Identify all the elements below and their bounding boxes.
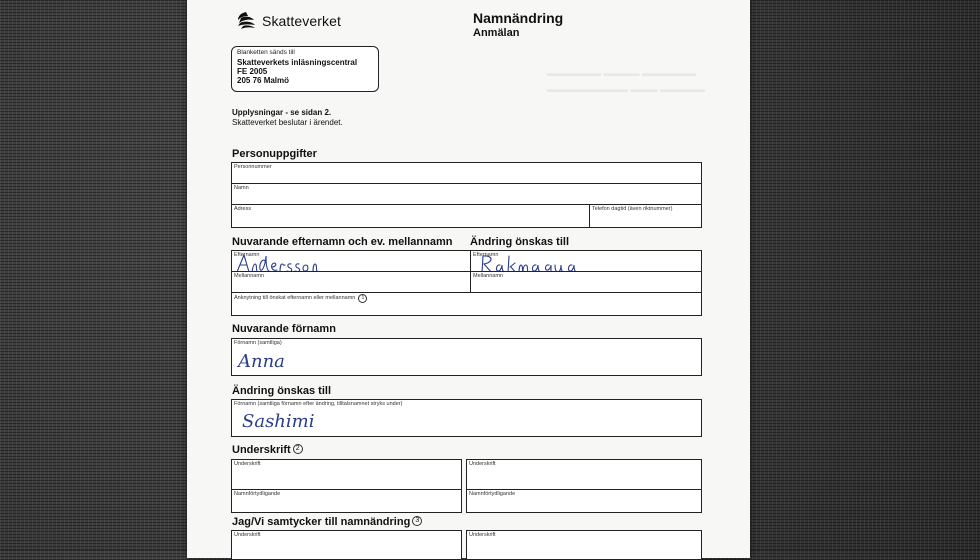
field-label: Adress (234, 206, 252, 212)
handwritten-current-firstname: Anna (238, 351, 285, 372)
address-line: FE 2005 (237, 67, 268, 76)
section-title-consent (232, 516, 422, 528)
section-title-current-firstname: Nuvarande förnamn (232, 323, 336, 335)
mailing-address-box (231, 46, 379, 92)
field-label: Underskrift (469, 461, 496, 467)
field-label: Förnamn (samtliga) (234, 340, 282, 346)
field-label: Efternamn (234, 252, 260, 258)
field-label: Underskrift (234, 461, 261, 467)
show-through-text: ▬▬▬▬▬▬ ▬▬▬▬ ▬▬▬▬▬▬ (547, 68, 697, 78)
field-label: Namnförtydligande (234, 491, 281, 497)
current-surname-field[interactable] (231, 250, 471, 272)
field-label: Mellannamn (234, 273, 264, 279)
phone-field[interactable] (589, 204, 702, 228)
info-decision: Skatteverket beslutar i ärendet. (232, 118, 343, 127)
current-middlename-field[interactable] (231, 271, 471, 293)
show-through-text: ▬▬▬▬▬▬▬▬▬ ▬▬▬ ▬▬▬▬▬ (547, 84, 706, 94)
form-subtitle: Anmälan (473, 27, 520, 39)
new-surname-field[interactable] (470, 250, 702, 272)
field-label: Namnförtydligande (469, 491, 516, 497)
skatteverket-logo-icon (235, 10, 257, 30)
field-label-text: Anknytning till önskat efternamn eller mellannamn (234, 295, 356, 301)
consent-signature-field-1[interactable] (231, 530, 462, 560)
footnote-2-icon: 2 (293, 444, 303, 454)
consent-signature-field-2[interactable] (466, 530, 702, 560)
new-middlename-field[interactable] (470, 271, 702, 293)
footnote-1-icon: 1 (358, 294, 367, 303)
address-intro: Blanketten sänds till (237, 49, 295, 56)
address-line: 205 76 Malmö (237, 76, 290, 85)
field-label: Personnummer (234, 164, 272, 170)
address-line: Skatteverkets inläsningscentral (237, 58, 358, 67)
field-label: Namn (234, 185, 249, 191)
field-label (234, 294, 367, 303)
current-firstname-field[interactable] (231, 338, 702, 376)
field-label: Underskrift (469, 532, 496, 538)
section-title-new-firstname: Ändring önskas till (232, 385, 332, 397)
signature-field-1[interactable] (231, 459, 462, 490)
name-clarification-field-2[interactable] (466, 489, 702, 513)
field-label: Efternamn (473, 252, 499, 258)
section-title-current-surname: Nuvarande efternamn och ev. mellannamn (232, 236, 453, 248)
address-field[interactable] (231, 204, 590, 228)
section-title-new-surname: Ändring önskas till (470, 236, 570, 248)
footnote-3-icon: 3 (412, 516, 422, 526)
new-firstname-field[interactable] (231, 399, 702, 437)
handwritten-new-firstname: Sashimi (242, 411, 315, 432)
form-sheet (187, 0, 750, 558)
section-title-personal: Personuppgifter (232, 148, 317, 160)
signature-field-2[interactable] (466, 459, 702, 490)
section-title-signature (232, 444, 303, 456)
section-title-text: Jag/Vi samtycker till namnändring (232, 516, 411, 528)
name-field[interactable] (231, 183, 702, 205)
personnummer-field[interactable] (231, 162, 702, 184)
name-clarification-field-1[interactable] (231, 489, 462, 513)
logo-text: Skatteverket (262, 13, 342, 29)
field-label: Förnamn (samtliga förnamn efter ändring, tilltalsnamnet stryks under) (234, 401, 403, 407)
field-label: Underskrift (234, 532, 261, 538)
field-label: Telefon dagtid (även riktnummer) (592, 206, 673, 212)
form-title: Namnändring (473, 10, 564, 26)
section-title-text: Underskrift (232, 444, 291, 456)
name-connection-field[interactable] (231, 292, 702, 316)
field-label: Mellannamn (473, 273, 503, 279)
info-reference: Upplysningar - se sidan 2. (232, 108, 332, 117)
